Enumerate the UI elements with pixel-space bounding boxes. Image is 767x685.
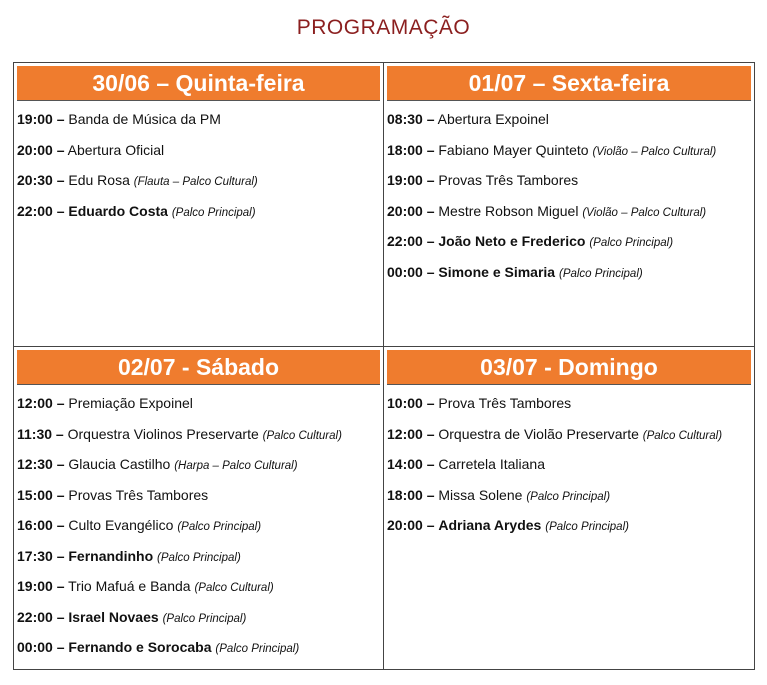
event-time: 11:30 – bbox=[17, 425, 64, 442]
event-time: 20:00 – bbox=[387, 517, 435, 533]
event-time: 17:30 – bbox=[17, 547, 65, 564]
event-artist: João Neto e Frederico bbox=[438, 233, 586, 249]
event-time: 19:00 – bbox=[387, 172, 435, 188]
event-time: 00:00 – bbox=[387, 263, 435, 280]
event-venue: (Palco Principal) bbox=[589, 237, 674, 249]
event-time: 12:30 – bbox=[17, 456, 65, 472]
event-row bbox=[17, 104, 380, 135]
event-venue: (Flauta – Palco Cultural) bbox=[133, 176, 258, 188]
event-time: 20:00 – bbox=[387, 202, 435, 219]
event-row bbox=[17, 449, 380, 480]
event-time: 19:00 – bbox=[17, 111, 65, 127]
day-cell bbox=[14, 347, 383, 669]
event-venue: (Palco Cultural) bbox=[262, 429, 342, 442]
event-venue: (Palco Cultural) bbox=[642, 429, 723, 442]
event-time: 22:00 – bbox=[17, 202, 65, 219]
event-time: 19:00 – bbox=[17, 578, 65, 594]
event-venue: (Palco Principal) bbox=[215, 643, 300, 655]
event-venue: (Harpa – Palco Cultural) bbox=[174, 460, 298, 472]
event-artist: Premiação Expoinel bbox=[68, 395, 193, 411]
event-artist: Abertura Oficial bbox=[67, 141, 165, 158]
page-title: PROGRAMAÇÃO bbox=[296, 16, 471, 39]
event-row bbox=[17, 196, 380, 227]
event-row bbox=[17, 480, 380, 511]
event-row bbox=[387, 226, 751, 257]
event-venue: (Palco Principal) bbox=[545, 521, 629, 533]
event-row bbox=[387, 196, 751, 227]
event-list bbox=[384, 388, 754, 541]
event-artist: Provas Três Tambores bbox=[68, 486, 209, 503]
event-time: 08:30 – bbox=[387, 111, 435, 127]
day-cell bbox=[14, 63, 383, 346]
event-artist: Fernando e Sorocaba bbox=[68, 639, 212, 655]
event-time: 10:00 – bbox=[387, 395, 435, 411]
event-venue: (Palco Principal) bbox=[177, 521, 262, 533]
event-row bbox=[387, 165, 751, 196]
event-artist: Mestre Robson Miguel bbox=[438, 202, 579, 219]
event-artist: Eduardo Costa bbox=[68, 202, 168, 219]
day-cell bbox=[384, 63, 754, 346]
event-artist: Culto Evangélico bbox=[68, 517, 174, 533]
event-artist: Orquestra de Violão Preservarte bbox=[438, 425, 639, 442]
event-row bbox=[387, 480, 751, 511]
event-time: 20:00 – bbox=[17, 141, 65, 158]
event-artist: Fernandinho bbox=[68, 547, 154, 564]
event-time: 12:00 – bbox=[17, 395, 65, 411]
event-artist: Provas Três Tambores bbox=[438, 172, 579, 188]
event-venue: (Palco Principal) bbox=[157, 551, 241, 564]
event-time: 15:00 – bbox=[17, 486, 65, 503]
event-venue: (Palco Principal) bbox=[558, 267, 643, 280]
event-row bbox=[387, 419, 751, 450]
day-cell bbox=[384, 347, 754, 669]
event-artist: Edu Rosa bbox=[68, 172, 130, 188]
event-artist: Abertura Expoinel bbox=[437, 111, 549, 127]
event-row bbox=[17, 541, 380, 572]
event-artist: Banda de Música da PM bbox=[68, 111, 221, 127]
event-row bbox=[17, 510, 380, 541]
event-row bbox=[17, 388, 380, 419]
event-venue: (Palco Principal) bbox=[171, 206, 256, 219]
event-time: 22:00 – bbox=[17, 608, 65, 625]
event-row bbox=[17, 419, 380, 450]
event-row bbox=[387, 135, 751, 166]
event-artist: Adriana Arydes bbox=[438, 517, 542, 533]
event-row bbox=[387, 388, 751, 419]
event-artist: Carretela Italiana bbox=[438, 456, 545, 472]
event-venue: (Palco Cultural) bbox=[194, 582, 274, 594]
event-time: 20:30 – bbox=[17, 172, 65, 188]
event-venue: (Palco Principal) bbox=[526, 490, 611, 503]
event-time: 12:00 – bbox=[387, 425, 435, 442]
event-venue: (Palco Principal) bbox=[162, 612, 247, 625]
event-time: 14:00 – bbox=[387, 456, 435, 472]
event-time: 00:00 – bbox=[17, 639, 65, 655]
event-artist: Prova Três Tambores bbox=[438, 395, 572, 411]
day-header: 30/06 – Quinta-feira bbox=[17, 66, 380, 101]
event-venue: (Violão – Palco Cultural) bbox=[592, 145, 717, 158]
day-header: 01/07 – Sexta-feira bbox=[387, 66, 751, 101]
event-time: 18:00 – bbox=[387, 486, 435, 503]
event-artist: Glaucia Castilho bbox=[68, 456, 171, 472]
event-list bbox=[14, 104, 383, 226]
event-list bbox=[384, 104, 754, 287]
event-row bbox=[17, 571, 380, 602]
day-header: 03/07 - Domingo bbox=[387, 350, 751, 385]
event-row bbox=[387, 257, 751, 288]
event-time: 22:00 – bbox=[387, 233, 435, 249]
event-row bbox=[17, 602, 380, 633]
event-artist: Fabiano Mayer Quinteto bbox=[438, 141, 589, 158]
event-row bbox=[17, 632, 380, 663]
day-header: 02/07 - Sábado bbox=[17, 350, 380, 385]
event-row bbox=[17, 135, 380, 166]
event-artist: Trio Mafuá e Banda bbox=[68, 578, 191, 594]
event-row bbox=[387, 449, 751, 480]
event-time: 16:00 – bbox=[17, 517, 65, 533]
event-row bbox=[387, 510, 751, 541]
event-row bbox=[387, 104, 751, 135]
event-list bbox=[14, 388, 383, 663]
event-venue: (Violão – Palco Cultural) bbox=[582, 206, 707, 219]
event-row bbox=[17, 165, 380, 196]
event-artist: Israel Novaes bbox=[68, 608, 159, 625]
event-artist: Orquestra Violinos Preservarte bbox=[67, 425, 259, 442]
schedule-table bbox=[13, 62, 755, 670]
event-artist: Missa Solene bbox=[438, 486, 523, 503]
event-time: 18:00 – bbox=[387, 141, 435, 158]
event-artist: Simone e Simaria bbox=[438, 263, 556, 280]
